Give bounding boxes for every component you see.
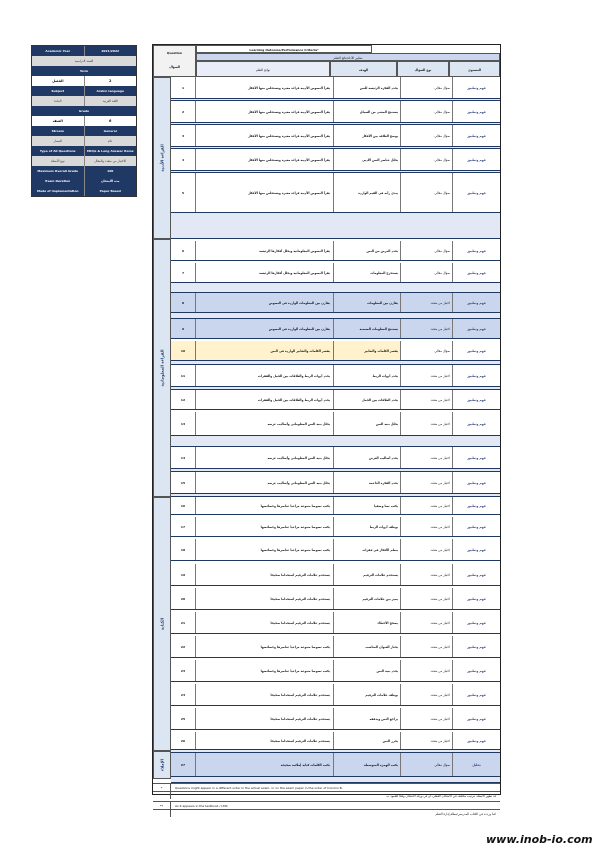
question-number: 9 [171, 319, 196, 338]
question-row [171, 173, 500, 213]
outcome-text: يقرأ النصوص الأدبية قراءة معبرة ويستخلص منها الأفكار [196, 173, 334, 212]
info-cell: Subject [32, 86, 85, 96]
outcome-text: يحلل بنية النص المعلوماتي وأساليب عرضه [196, 472, 334, 493]
info-cell: Maximum Overall Grade [32, 166, 85, 176]
cognitive-level: فهم وتطبيق [467, 644, 486, 649]
question-type: سؤال مقالي [401, 125, 453, 146]
question-number: 23 [171, 660, 196, 681]
cognitive-level: فهم وتطبيق [467, 455, 486, 460]
question-number: 21 [171, 612, 196, 633]
question-type: اختيار من متعدد [401, 564, 453, 585]
objective-text: يستخرج المعلومات [334, 263, 401, 282]
question-row [171, 472, 500, 494]
cognitive-level: فهم وتطبيق [467, 397, 486, 402]
question-number: 4 [171, 149, 196, 170]
objective-text: يكتب الهمزة المتوسطة [334, 753, 401, 776]
question-number: 5 [171, 173, 196, 212]
question-row [171, 149, 500, 171]
outcome-text: يكتب نصوصا متنوعة مراعيا عناصرها وخصائصها [196, 497, 334, 514]
info-cell: 2021/2022 [85, 46, 137, 56]
cognitive-level: فهم وتطبيق [467, 133, 486, 138]
question-type: سؤال مقالي [401, 241, 453, 260]
question-number: 17 [171, 517, 196, 536]
question-number: 8 [171, 293, 196, 312]
outcome-text: يكتب الكلمات كتابة إملائية صحيحة [196, 753, 334, 776]
question-row [171, 539, 500, 561]
question-row [171, 612, 500, 634]
outcome-text: يحدد أدوات الربط والعلاقات بين الجمل والفقرات [196, 365, 334, 386]
info-row [32, 106, 136, 116]
footnote-text: قد تظهر الأسئلة بترتيب مختلف في الامتحان الفعلي، أو في ورقة الامتحان وفقا للعمود ب [386, 793, 496, 798]
outcome-text: يكتب نصوصا متنوعة مراعيا عناصرها وخصائصها [196, 517, 334, 536]
outcome-text: يقرأ النصوص الأدبية قراءة معبرة ويستخلص منها الأفكار [196, 77, 334, 98]
info-row [32, 96, 136, 106]
question-row [171, 319, 500, 339]
objective-text: يستنتج المعلومات الضمنية [334, 319, 401, 338]
info-row [32, 116, 136, 126]
question-number: 7 [171, 263, 196, 282]
info-row [32, 76, 136, 86]
site-watermark: www.inob-io.com [486, 833, 593, 846]
objective-text: يقارن بين المعلومات [334, 293, 401, 312]
question-row [171, 341, 500, 361]
question-header-ar: السؤال [169, 65, 180, 69]
info-cell: MCQs & Long Answer Items [85, 146, 137, 156]
row-separator [171, 283, 500, 293]
objective-text: يحدد الفكرة الداعمة [334, 472, 401, 493]
question-number: 6 [171, 241, 196, 260]
objective-text: يحلل بنية النص [334, 412, 401, 435]
question-row [171, 293, 500, 313]
section-label [153, 751, 171, 779]
footnote-marker: * [153, 784, 171, 791]
outcome-text: يقرأ النصوص المعلوماتية ويحلل أفكارها الرئيسة [196, 263, 334, 282]
outcome-text: يستخدم علامات الترقيم استخداما صحيحا [196, 708, 334, 729]
info-row [32, 186, 136, 196]
performance-criteria-band: معايير الأداء/نتائج التعلم [196, 53, 500, 61]
objective-text: يميز بين علامات الترقيم [334, 588, 401, 609]
row-separator [171, 213, 500, 239]
objective-text: يستنتج المعنى من السياق [334, 101, 401, 122]
info-cell: المادة [32, 96, 85, 106]
outcomes-subheader: نواتج التعلم [196, 61, 330, 77]
question-number: 27 [171, 753, 196, 776]
info-cell: السنة الدراسية [32, 56, 136, 66]
outcome-text: يستخدم علامات الترقيم استخداما صحيحا [196, 588, 334, 609]
question-row [171, 241, 500, 261]
question-type: اختيار من متعدد [401, 660, 453, 681]
outcome-text: يحدد أدوات الربط والعلاقات بين الجمل والفقرات [196, 390, 334, 409]
cognitive-level: فهم وتطبيق [467, 109, 486, 114]
question-number: 2 [171, 101, 196, 122]
info-cell: Stream [32, 126, 85, 136]
question-number: 24 [171, 684, 196, 705]
cognitive-level: تحليل [453, 753, 500, 776]
outcome-text: يقرأ النصوص الأدبية قراءة معبرة ويستخلص منها الأفكار [196, 125, 334, 146]
question-number: 19 [171, 564, 196, 585]
exam-structure-sheet [152, 44, 501, 816]
question-number: 1 [171, 77, 196, 98]
cognitive-level: فهم وتطبيق [467, 524, 486, 529]
cognitive-level: فهم وتطبيق [467, 85, 486, 90]
info-row [32, 86, 136, 96]
outcome-text: يستخدم علامات الترقيم استخداما صحيحا [196, 612, 334, 633]
objective-text: يحدد الغرض من النص [334, 241, 401, 260]
cognitive-level: فهم وتطبيق [467, 668, 486, 673]
question-type: اختيار من متعدد [401, 684, 453, 705]
info-cell: اللغة العربية [85, 96, 137, 106]
info-row [32, 46, 136, 56]
question-type: اختيار من متعدد [401, 612, 453, 633]
question-type: اختيار من متعدد [401, 497, 453, 514]
question-type: سؤال مقالي [401, 101, 453, 122]
objective-text: يحلل عناصر النص الأدبي [334, 149, 401, 170]
question-row [171, 564, 500, 586]
info-cell: الصف [32, 116, 85, 126]
info-cell: المسار [32, 136, 85, 146]
learning-outcome-header: Learning Outcome/Performance Criteria* [196, 45, 372, 53]
question-number: 18 [171, 539, 196, 560]
question-number: 26 [171, 732, 196, 749]
outcome-text: يستخدم علامات الترقيم استخداما صحيحا [196, 732, 334, 749]
question-number: 15 [171, 472, 196, 493]
cognitive-level: فهم وتطبيق [467, 572, 486, 577]
question-row [171, 390, 500, 410]
question-type: اختيار من متعدد [401, 319, 453, 338]
cognitive-level: فهم وتطبيق [467, 421, 486, 426]
question-type: سؤال مقالي [401, 149, 453, 170]
question-type: سؤال مقالي [401, 263, 453, 282]
question-row [171, 125, 500, 147]
info-cell: Exam Duration [32, 176, 85, 186]
question-number: 16 [171, 497, 196, 514]
info-cell: Term [32, 66, 136, 76]
question-number: 14 [171, 447, 196, 468]
objective-text: يوظف علامات الترقيم [334, 684, 401, 705]
section-label [153, 239, 171, 497]
question-row [171, 636, 500, 658]
cognitive-level: فهم وتطبيق [453, 319, 500, 338]
cognitive-level: فهم وتطبيق [467, 248, 486, 253]
section-label-text: القراءة الأدبية [159, 144, 165, 172]
footnote-text: Questions might appear in a different order in the actual exam, or on the exam paper in the order of Column B. [175, 785, 343, 790]
question-type: اختيار من متعدد [401, 293, 453, 312]
objective-column-header: الهدف [330, 61, 397, 77]
section-label-text: الإملاء [159, 759, 165, 771]
question-type: اختيار من متعدد [401, 472, 453, 493]
question-row [171, 101, 500, 123]
cognitive-level: فهم وتطبيق [467, 157, 486, 162]
cognitive-level: فهم وتطبيق [467, 270, 486, 275]
question-type: سؤال مقالي [401, 753, 453, 776]
question-row [171, 660, 500, 682]
question-row [171, 412, 500, 436]
question-type: اختيار من متعدد [401, 588, 453, 609]
row-separator [171, 436, 500, 447]
objective-text: يكتب نصا وصفيا [334, 497, 401, 514]
footnote-row [153, 791, 500, 799]
info-row [32, 156, 136, 166]
objective-text: يوظف أدوات الربط [334, 517, 401, 536]
outcome-text: يفسر الكلمات والتعابير الواردة في النص [196, 341, 334, 360]
objective-text: يحدد بنية النص [334, 660, 401, 681]
question-type: سؤال مقالي [401, 341, 453, 360]
section-label [153, 77, 171, 239]
section-label [153, 497, 171, 751]
info-row [32, 136, 136, 146]
cognitive-level: فهم وتطبيق [467, 373, 486, 378]
question-number: 12 [171, 390, 196, 409]
info-cell: الفصل [32, 76, 85, 86]
info-cell: الاختيار من متعدد والمقال [85, 156, 137, 166]
outcome-text: يقارن بين المعلومات الواردة في النصوص [196, 319, 334, 338]
info-cell: Academic Year [32, 46, 85, 56]
question-row [171, 732, 500, 750]
question-number: 3 [171, 125, 196, 146]
section-label-text: الكتابة [159, 617, 165, 631]
objective-text: يختار العنوان المناسب [334, 636, 401, 657]
outcome-text: يقرأ النصوص الأدبية قراءة معبرة ويستخلص منها الأفكار [196, 149, 334, 170]
footnote-marker [153, 792, 171, 799]
question-number: 10 [171, 341, 196, 360]
info-cell: 2 [85, 76, 137, 86]
question-type: سؤال مقالي [401, 173, 453, 212]
question-row [171, 517, 500, 537]
info-cell: General [85, 126, 137, 136]
section-label-text: القراءة المعلوماتية [159, 349, 165, 387]
question-type-column-header: نوع السؤال [397, 61, 449, 77]
question-row [171, 447, 500, 469]
question-type: اختيار من متعدد [401, 539, 453, 560]
footnote-row [153, 783, 500, 791]
objective-text: يحرر النص [334, 732, 401, 749]
cognitive-level: فهم وتطبيق [467, 348, 486, 353]
cognitive-level: فهم وتطبيق [467, 503, 486, 508]
cognitive-level: فهم وتطبيق [467, 620, 486, 625]
objective-text: يبدي رأيه في القيم الواردة [334, 173, 401, 212]
info-row [32, 126, 136, 136]
objective-text: يستخدم علامات الترقيم [334, 564, 401, 585]
cognitive-level: فهم وتطبيق [467, 738, 486, 743]
question-type: اختيار من متعدد [401, 708, 453, 729]
question-column-header [153, 45, 196, 77]
cognitive-level: فهم وتطبيق [467, 190, 486, 195]
footnote-row [153, 809, 500, 817]
objective-text: يفسر الكلمات والتعابير [334, 341, 401, 360]
question-number: 25 [171, 708, 196, 729]
question-header-en: Question [166, 51, 183, 55]
info-row [32, 166, 136, 176]
level-column-header: المستوى [449, 61, 500, 77]
footnote-marker [153, 810, 171, 817]
cognitive-level: فهم وتطبيق [467, 547, 486, 552]
info-cell: مدة الامتحان [85, 176, 137, 186]
question-type: اختيار من متعدد [401, 636, 453, 657]
objective-text: يحدد أدوات الربط [334, 365, 401, 386]
question-number: 11 [171, 365, 196, 386]
question-type: اختيار من متعدد [401, 390, 453, 409]
info-row [32, 146, 136, 156]
info-cell: نوع الأسئلة [32, 156, 85, 166]
question-type: اختيار من متعدد [401, 412, 453, 435]
question-number: 13 [171, 412, 196, 435]
outcome-text: يكتب نصوصا متنوعة مراعيا عناصرها وخصائصها [196, 660, 334, 681]
outcome-text: يكتب نصوصا متنوعة مراعيا عناصرها وخصائصها [196, 636, 334, 657]
question-number: 22 [171, 636, 196, 657]
question-row [171, 684, 500, 706]
objective-text: يوضح العلاقة بين الأفكار [334, 125, 401, 146]
objective-text: ينظم الأفكار في فقرات [334, 539, 401, 560]
question-row [171, 365, 500, 387]
footnote-text: As it appears in the textbook / LMS [175, 803, 228, 808]
outcome-text: يحلل بنية النص المعلوماتي وأساليب عرضه [196, 412, 334, 435]
info-cell: Arabic language [85, 86, 137, 96]
info-cell: Mode of Implementation [32, 186, 85, 196]
question-number: 20 [171, 588, 196, 609]
info-row [32, 56, 136, 66]
cognitive-level: فهم وتطبيق [467, 480, 486, 485]
question-type: اختيار من متعدد [401, 732, 453, 749]
question-type: سؤال مقالي [401, 77, 453, 98]
objective-text: يراجع النص ويدققه [334, 708, 401, 729]
cognitive-level: فهم وتطبيق [467, 692, 486, 697]
cognitive-level: فهم وتطبيق [467, 716, 486, 721]
question-type: اختيار من متعدد [401, 365, 453, 386]
info-row [32, 176, 136, 186]
outcome-text: يستخدم علامات الترقيم استخداما صحيحا [196, 564, 334, 585]
info-cell: عام [85, 136, 137, 146]
question-row [171, 263, 500, 283]
exam-info-panel [31, 45, 137, 197]
objective-text: يصحح الأخطاء [334, 612, 401, 633]
question-row [171, 77, 500, 99]
info-cell: Grade [32, 106, 136, 116]
question-type: اختيار من متعدد [401, 517, 453, 536]
footnote-row [153, 801, 500, 809]
info-cell: Type of All Questions [32, 146, 85, 156]
cognitive-level: فهم وتطبيق [453, 293, 500, 312]
outcome-text: يقرأ النصوص المعلوماتية ويحلل أفكارها الرئيسة [196, 241, 334, 260]
question-row [171, 588, 500, 610]
info-cell: 6 [85, 116, 137, 126]
footnote-text: كما وردت في الكتاب المدرسي/نظام إدارة التعلم [435, 811, 496, 816]
objective-text: يحدد أساليب العرض [334, 447, 401, 468]
footnote-marker: ** [153, 802, 171, 809]
objective-text: يحدد العلاقات بين الجمل [334, 390, 401, 409]
question-row [171, 708, 500, 730]
outcome-text: يستخدم علامات الترقيم استخداما صحيحا [196, 684, 334, 705]
objective-text: يحدد الفكرة الرئيسة للنص [334, 77, 401, 98]
outcome-text: يحلل بنية النص المعلوماتي وأساليب عرضه [196, 447, 334, 468]
question-type: اختيار من متعدد [401, 447, 453, 468]
info-row [32, 66, 136, 76]
outcome-text: يقارن بين المعلومات الواردة في النصوص [196, 293, 334, 312]
question-row [171, 753, 500, 777]
outcome-text: يقرأ النصوص الأدبية قراءة معبرة ويستخلص منها الأفكار [196, 101, 334, 122]
question-row [171, 497, 500, 515]
outcome-text: يكتب نصوصا متنوعة مراعيا عناصرها وخصائصها [196, 539, 334, 560]
info-cell: Paper Based [85, 186, 137, 196]
cognitive-level: فهم وتطبيق [467, 596, 486, 601]
info-cell: 100 [85, 166, 137, 176]
sheet-header [153, 45, 500, 77]
